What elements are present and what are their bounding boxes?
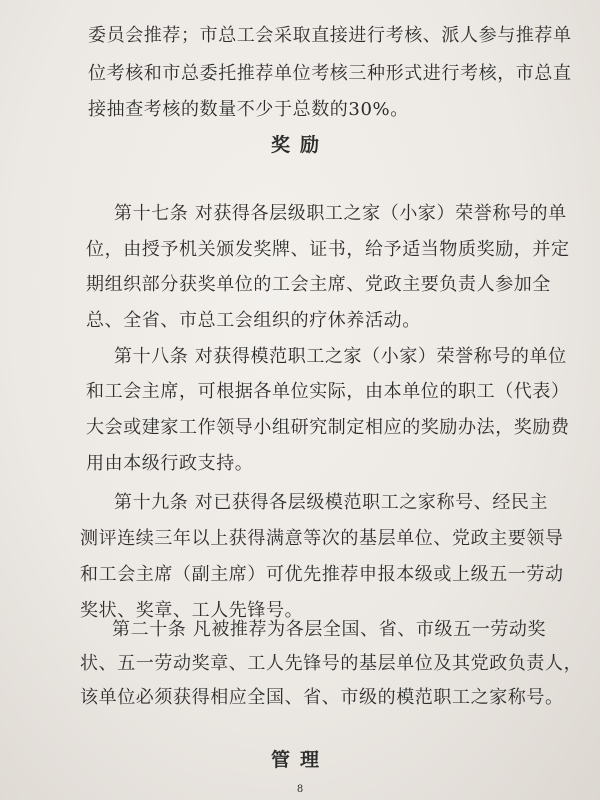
- section-heading-management: 管理: [270, 749, 329, 771]
- paragraph-line: 委员会推荐；市总工会采取直接进行考核、派人参与推荐单: [88, 25, 572, 46]
- article-19-line: 和工会主席（副主席）可优先推荐申报本级或上级五一劳动: [80, 564, 564, 585]
- article-18-line: 用由本级行政支持。: [86, 453, 254, 474]
- article-17-line: 第十七条 对获得各层级职工之家（小家）荣誉称号的单: [114, 203, 567, 224]
- article-17-line: 期组织部分获奖单位的工会主席、党政主要负责人参加全: [86, 274, 551, 295]
- article-19-line: 测评连续三年以上获得满意等次的基层单位、党政主要领导: [80, 528, 564, 549]
- paragraph-line: 接抽查考核的数量不少于总数的30%。: [88, 99, 409, 120]
- article-18-line: 大会或建家工作领导小组研究制定相应的奖励办法，奖励费: [86, 417, 570, 438]
- article-17-line: 位，由授予机关颁发奖牌、证书，给予适当物质奖励，并定: [86, 239, 570, 260]
- article-19-line: 奖状、奖章、工人先锋号。: [80, 600, 304, 621]
- page-number: 8: [296, 784, 304, 795]
- section-heading-reward: 奖励: [270, 134, 329, 156]
- article-20-line: 状、五一劳动奖章、工人先锋号的基层单位及其党政负责人，: [80, 653, 583, 674]
- paragraph-line: 位考核和市总委托推荐单位考核三种形式进行考核，市总直: [88, 63, 572, 84]
- article-20-line: 第二十条 凡被推荐为各层全国、省、市级五一劳动奖: [112, 619, 547, 640]
- article-18-line: 和工会主席，可根据各单位实际，由本单位的职工（代表）: [86, 381, 570, 402]
- article-20-line: 该单位必须获得相应全国、省、市级的模范职工之家称号。: [80, 687, 564, 708]
- article-17-line: 总、全省、市总工会组织的疗休养活动。: [86, 310, 421, 331]
- article-18-line: 第十八条 对获得模范职工之家（小家）荣誉称号的单位: [114, 346, 567, 367]
- article-19-line: 第十九条 对已获得各层级模范职工之家称号、经民主: [114, 492, 549, 513]
